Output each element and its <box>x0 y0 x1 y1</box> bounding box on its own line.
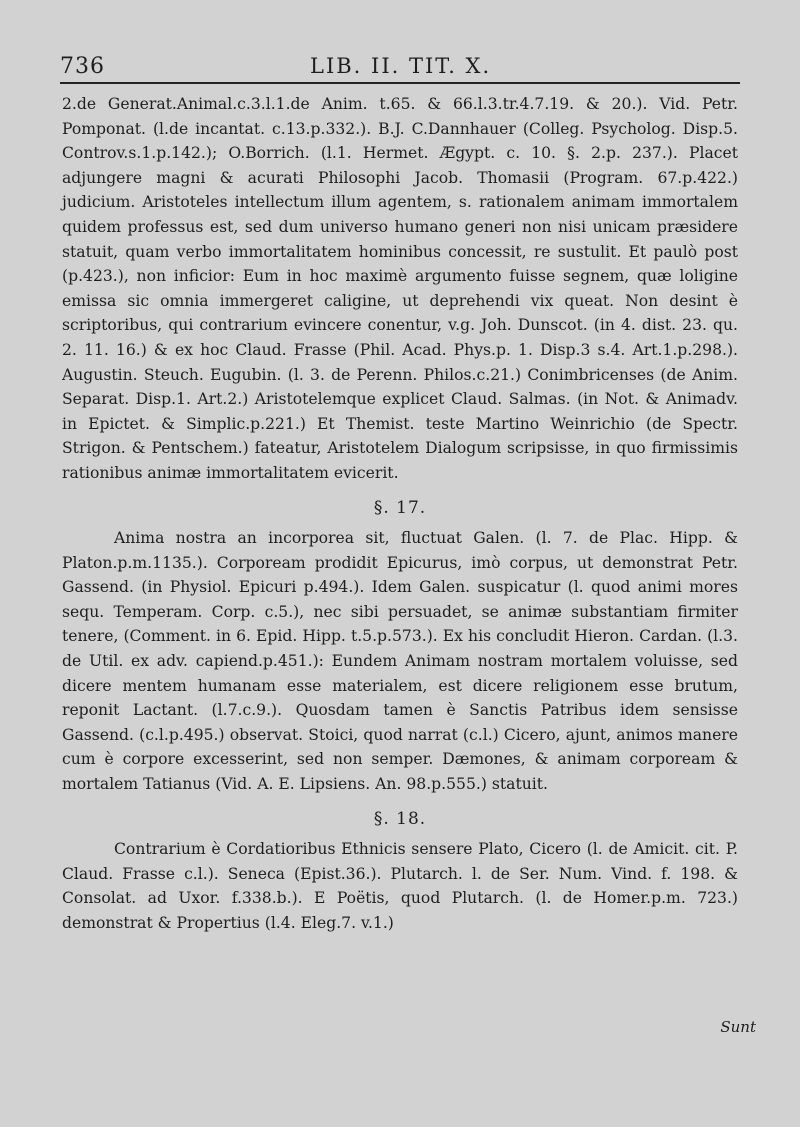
paragraph-section-18: Contrarium è Cordatioribus Ethnicis sensere Plato, Cicero (l. de Amicit. cit. P. Claud. Frasse c.l.). Seneca (Epist.36.). Plutarch. l. de Ser. Num. Vind. f. 198. & Consolat. ad Uxor. f.338.b.). E Poëtis, quod Plutarch. (l. de Homer.p.m. 723.) demonstrat & Propertius (l.4. Eleg.7. v.1.) <box>62 840 738 932</box>
page-body <box>62 92 738 936</box>
section-heading-17: §. 17. <box>373 497 427 518</box>
paragraph-section-17: Anima nostra an incorporea sit, fluctuat Galen. (l. 7. de Plac. Hipp. & Platon.p.m.1135.). Corpoream prodidit Epicurus, imò corpus, ut demonstrat Petr. Gassend. (in Physiol. Epicuri p.494.). Idem Galen. suspicatur (l. quod animi mores sequ. Temperam. Corp. c.5.), nec sibi persuadet, se animæ substantiam firmiter tenere, (Comment. in 6. Epid. Hipp. t.5.p.573.). Ex his concludit Hieron. Cardan. (l.3. de Util. ex adv. capiend.p.451.): Eundem Animam nostram mortalem voluisse, sed dicere mentem humanam esse materialem, est dicere religionem esse brutum, reponit Lactant. (l.7.c.9.). Quosdam tamen è Sanctis Patribus idem sensisse Gassend. (c.l.p.495.) observat. Stoici, quod narrat (c.l.) Cicero, ajunt, animos manere cum è corpore excesserint, sed non semper. Dæmones, & animam corpoream & mortalem Tatianus (Vid. A. E. Lipsiens. An. 98.p.555.) statuit. <box>62 529 738 794</box>
page-header <box>60 48 740 84</box>
running-head: LIB. II. TIT. X. <box>310 54 492 78</box>
paragraph-continuation: 2.de Generat.Animal.c.3.l.1.de Anim. t.65. & 66.l.3.tr.4.7.19. & 20.). Vid. Petr. Pomponat. (l.de incantat. c.13.p.332.). B.J. C.Dannhauer (Colleg. Psycholog. Disp.5. Controv.s.1.p.142.); O.Borrich. (l.1. Hermet. Ægypt. c. 10. §. 2.p. 237.). Placet adjungere magni & acurati Philosophi Jacob. Thomasii (Program. 67.p.422.) judicium. Aristoteles intellectum illum agentem, s. rationalem animam immortalem quidem professus est, sed dum universo humano generi non nisi unicam præsidere statuit, quam verbo immortalitatem hominibus concessit, re sustulit. Et paulò post (p.423.), non inficior: Eum in hoc maximè argumento fuisse segnem, quæ loligine emissa sic omnia immergeret caligine, ut deprehendi vix queat. Non desint è scriptoribus, qui contrarium evincere conentur, v.g. Joh. Dunscot. (in 4. dist. 23. qu. 2. 11. 16.) & ex hoc Claud. Frasse (Phil. Acad. Phys.p. 1. Disp.3 s.4. Art.1.p.298.). Augustin. Steuch. Eugubin. (l. 3. de Perenn. Philos.c.21.) Conimbricenses (de Anim. Separat. Disp.1. Art.2.) Aristotelemque explicet Claud. Salmas. (in Not. & Animadv. in Epictet. & Simplic.p.221.) Et Themist. teste Martino Weinrichio (de Spectr. Strigon. & Pentschem.) fateatur, Aristotelem Dialogum scripsisse, in quo firmissimis rationibus animæ immortalitatem evicerit. <box>62 95 738 482</box>
catchword: Sunt <box>720 1018 756 1036</box>
header-rule <box>60 82 740 84</box>
page-number: 736 <box>60 54 105 79</box>
section-heading-18: §. 18. <box>373 808 427 829</box>
